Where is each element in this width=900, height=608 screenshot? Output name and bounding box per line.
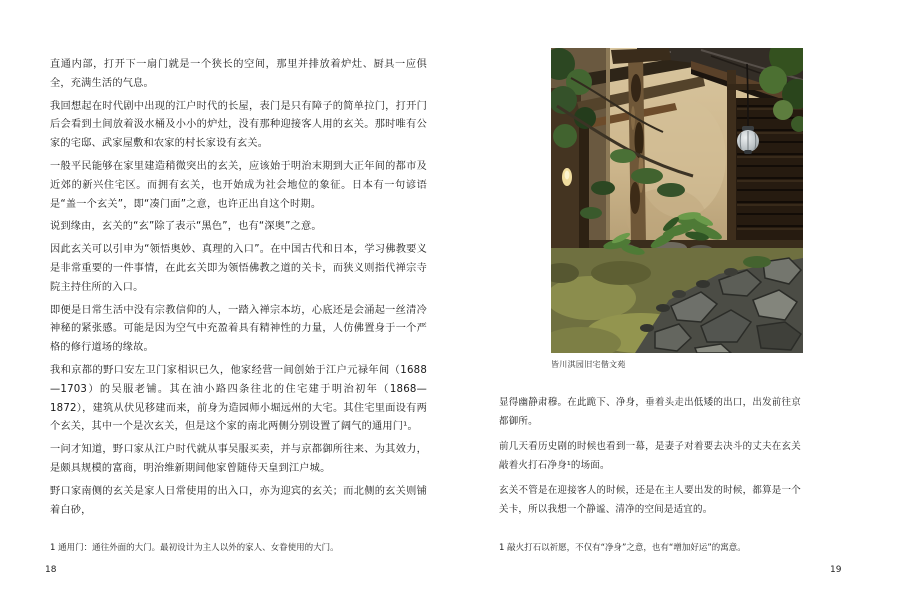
entrance-garden-photo bbox=[551, 48, 803, 353]
left-page-number: 18 bbox=[45, 565, 57, 575]
right-page-body-text bbox=[499, 393, 801, 525]
paragraph: 前几天看历史剧的时候也看到一幕，是妻子对着要去决斗的丈夫在玄关敲着火打石净身¹的场面。 bbox=[499, 441, 801, 471]
paragraph: 野口家南侧的玄关是家人日常使用的出入口，亦为迎宾的玄关；而北侧的玄关则铺着白砂， bbox=[50, 485, 427, 516]
paragraph: 一般平民能够在家里建造稍微突出的玄关，应该始于明治末期到大正年间的都市及近郊的新兴住宅区。而拥有玄关，也开始成为社会地位的象征。日本有一句谚语是“盖一个玄关”，即“凑门面”之意，也许正出自这个时期。 bbox=[50, 160, 427, 210]
paragraph: 玄关不管是在迎接客人的时候，还是在主人要出发的时候，都算是一个关卡，所以我想一个静谧、清净的空间是适宜的。 bbox=[499, 485, 801, 515]
left-page-footnote: 1 通用门：通往外面的大门。最初设计为主人以外的家人、女眷使用的大门。 bbox=[50, 543, 339, 553]
left-page-body-text bbox=[50, 56, 427, 524]
paragraph: 一问才知道，野口家从江户时代就从事吴服买卖，并与京都御所往来、为其效力，是颇具规模的富商，明治维新期间他家曾随侍天皇到江户城。 bbox=[50, 444, 427, 474]
paragraph: 显得幽静肃穆。在此跪下、净身，垂着头走出低矮的出口，出发前往京都御所。 bbox=[499, 397, 801, 427]
photo-caption: 皆川淇园旧宅偕文苑 bbox=[551, 360, 626, 369]
paragraph: 说到缘由，玄关的“玄”除了表示“黑色”，也有“深奥”之意。 bbox=[50, 221, 322, 233]
paragraph: 即便是日常生活中没有宗教信仰的人，一踏入禅宗本坊，心底还是会涌起一丝清冷神秘的紧张感。可能是因为空气中充盈着具有精神性的力量，人仿佛置身于一个严格的修行道场的缘故。 bbox=[50, 304, 427, 354]
right-page-number: 19 bbox=[830, 565, 842, 575]
paragraph: 我回想起在时代剧中出现的江户时代的长屋，表门是只有障子的简单拉门，打开门后会看到土间放着汲水桶及小小的炉灶，没有那种迎接客人用的玄关。那时唯有公家的宅邸、武家屋敷和农家的村长家设有玄关。 bbox=[50, 100, 427, 150]
paragraph: 直通内部，打开下一扇门就是一个狭长的空间，那里并排放着炉灶、厨具一应俱全，充满生活的气息。 bbox=[50, 59, 427, 89]
paragraph: 因此玄关可以引申为“领悟奥妙、真理的入口”。在中国古代和日本，学习佛教要义是非常重要的一件事情，在此玄关即为领悟佛教之道的关卡，而狭义则指代禅宗寺院主持住所的入口。 bbox=[50, 244, 427, 293]
right-page-footnote: 1 敲火打石以祈愿，不仅有“净身”之意，也有“增加好运”的寓意。 bbox=[499, 543, 746, 553]
paragraph: 我和京都的野口安左卫门家相识已久，他家经营一间创始于江户元禄年间（1688—1703）的吴服老铺。其在油小路四条往北的住宅建于明治初年（1868—1872），建筑从伏见移建而来，前身为造园师小堀远州的大宅。其住宅里面设有两个玄关，其中一个是次玄关，但是这个家的南北两侧分别设置了阔气的通用门¹。 bbox=[50, 364, 427, 433]
